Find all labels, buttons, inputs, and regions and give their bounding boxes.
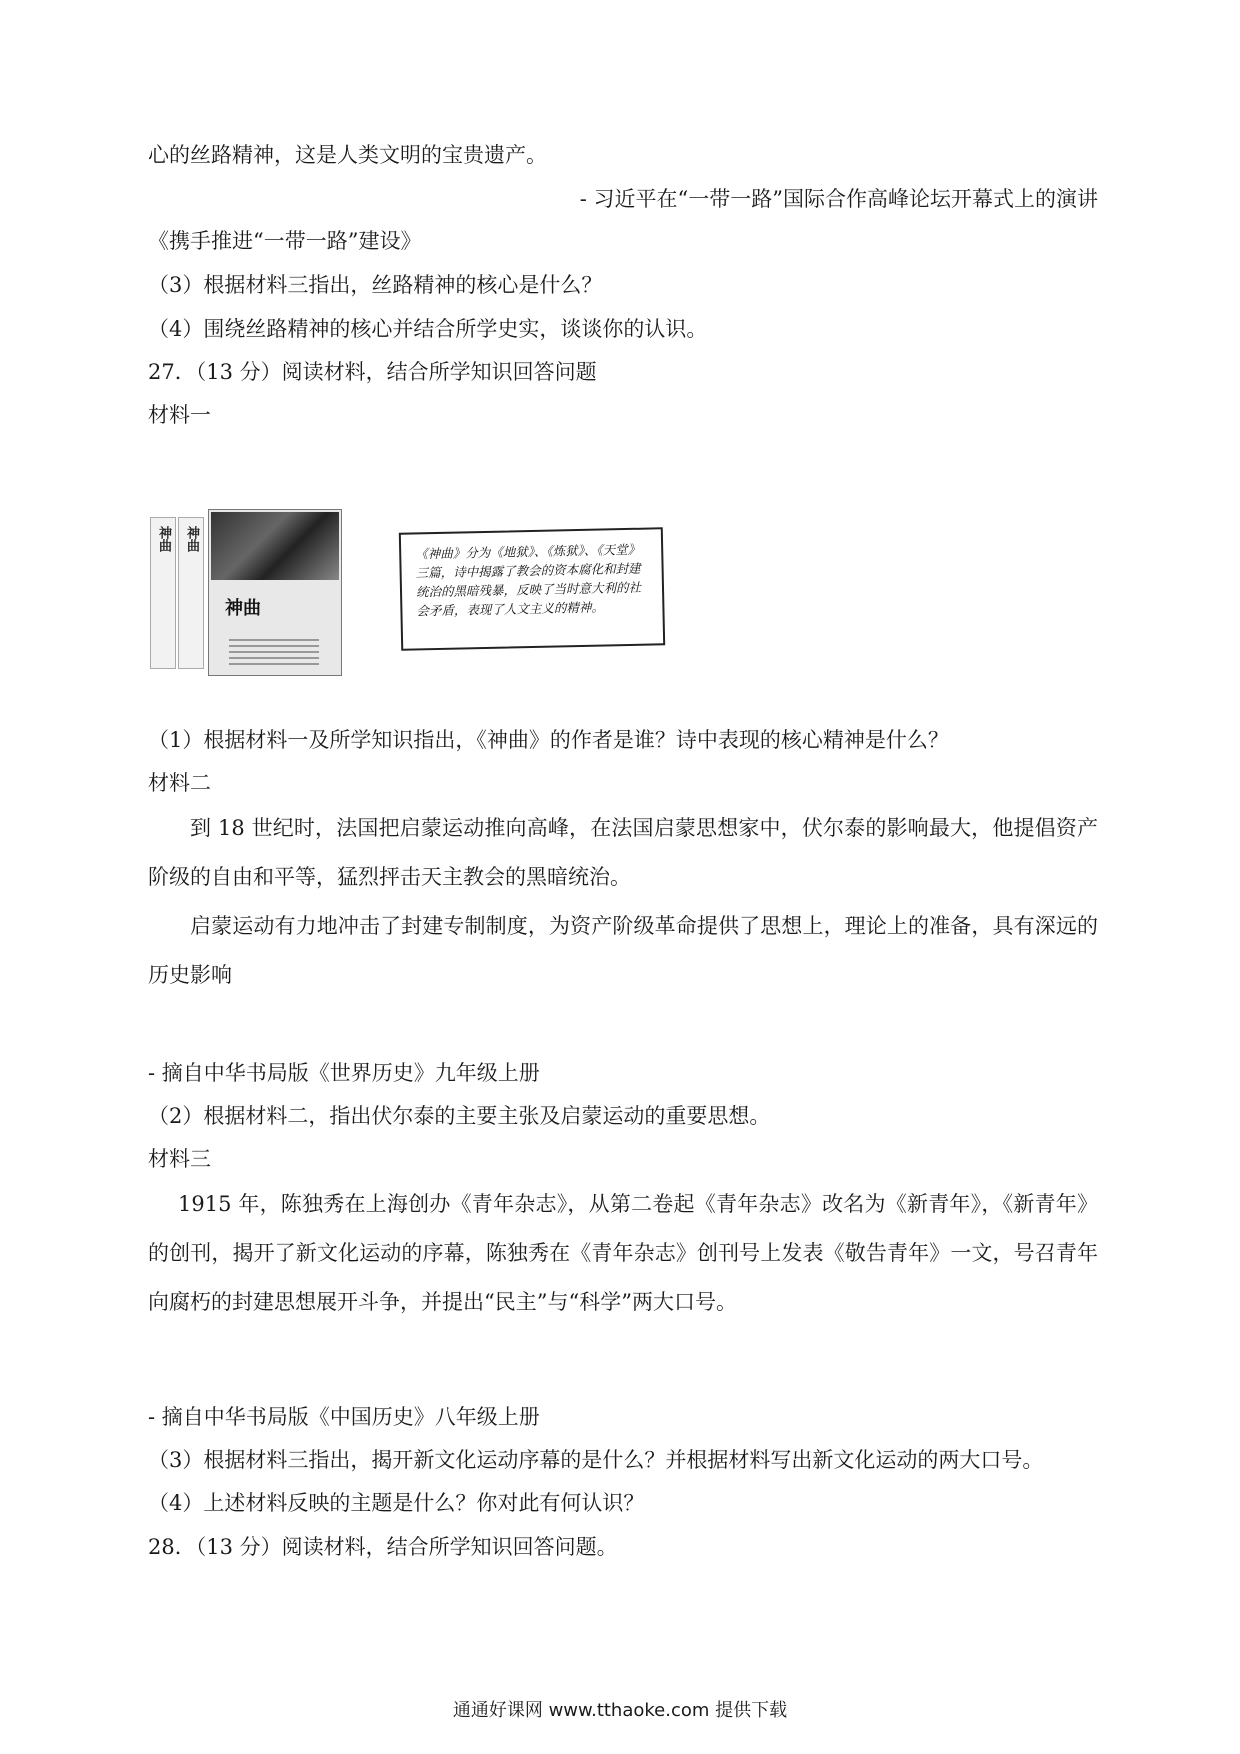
source-citation: - 摘自中华书局版《中国历史》八年级上册 [148,1405,540,1429]
cover-artwork [211,512,339,580]
cover-title: 神曲 [225,598,261,619]
book-spine: 神曲 [150,517,176,669]
material-2-paragraph-1: 到 18 世纪时，法国把启蒙运动推向高峰，在法国启蒙思想家中，伏尔泰的影响最大，他提倡资产阶级的自由和平等，猛烈抨击天主教会的黑暗统治。 [148,816,1098,889]
source-citation: - 习近平在“一带一路”国际合作高峰论坛开幕式上的演讲 [579,187,1098,211]
page-footer: 通通好课网 www.tthaoke.com 提供下载 [452,1700,788,1721]
material-2-label: 材料二 [148,771,211,795]
question-2: （2）根据材料二，指出伏尔泰的主要主张及启蒙运动的重要思想。 [148,1104,771,1128]
question-4: （4）围绕丝路精神的核心并结合所学史实，谈谈你的认识。 [148,317,708,341]
question-3: （3）根据材料三指出，揭开新文化运动序幕的是什么？并根据材料写出新文化运动的两大口号。 [148,1448,1044,1472]
divine-comedy-books-image [150,495,350,685]
question-3: （3）根据材料三指出，丝路精神的核心是什么？ [148,273,603,297]
question-28-heading: 28．（13 分）阅读材料，结合所学知识回答问题。 [148,1535,618,1559]
material-3-paragraph: 1915 年，陈独秀在上海创办《青年杂志》，从第二卷起《青年杂志》改名为《新青年》，《新青年》的创刊，揭开了新文化运动的序幕，陈独秀在《青年杂志》创刊号上发表《敬告青年》一文，号召青年向腐朽的封建思想展开斗争，并提出“民主”与“科学”两大口号。 [148,1192,1098,1314]
book-cover [208,509,342,676]
text-line: 《携手推进“一带一路”建设》 [148,229,422,253]
material-2-paragraph-2: 启蒙运动有力地冲击了封建专制制度，为资产阶级革命提供了思想上，理论上的准备，具有深远的历史影响 [148,914,1098,987]
question-1: （1）根据材料一及所学知识指出，《神曲》的作者是谁？诗中表现的核心精神是什么？ [148,728,949,752]
material-1-label: 材料一 [148,403,211,427]
question-27-heading: 27．（13 分）阅读材料，结合所学知识回答问题 [148,360,597,384]
source-citation: - 摘自中华书局版《世界历史》九年级上册 [148,1061,540,1085]
text-line: 心的丝路精神，这是人类文明的宝贵遗产。 [148,143,547,167]
cover-text-block [229,635,319,665]
handwritten-note-card: 《神曲》分为《地狱》、《炼狱》、《天堂》三篇，诗中揭露了教会的资本腐化和封建统治的黑暗残暴，反映了当时意大利的社会矛盾，表现了人文主义的精神。 [399,527,665,651]
book-spine: 神曲 [178,517,204,669]
question-4: （4）上述材料反映的主题是什么？你对此有何认识？ [148,1491,645,1515]
material-3-label: 材料三 [148,1147,211,1171]
